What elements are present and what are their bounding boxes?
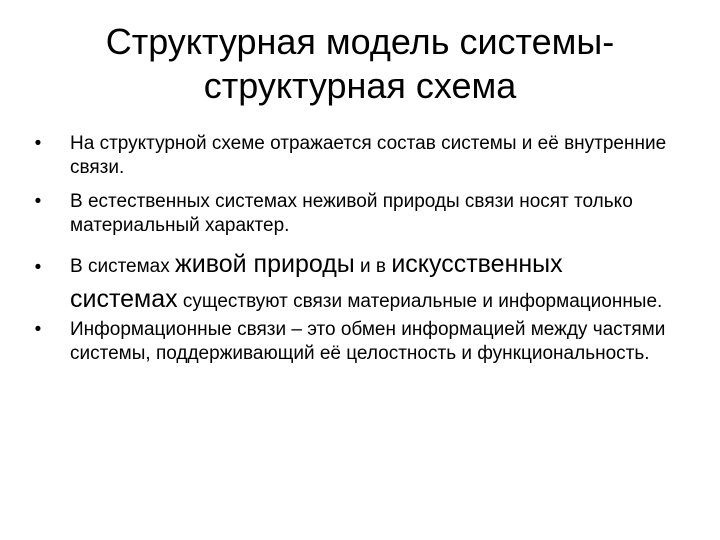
- bullet-text: Информационные связи – это обмен информацией между частями системы, поддерживающий её целостность и функциональность.: [70, 319, 666, 364]
- bullet-list: [28, 132, 668, 376]
- bullet-item-1: [28, 132, 668, 180]
- bullet-text-part: существуют связи материальные и информационные.: [177, 291, 663, 312]
- bullet-text-part: В системах: [70, 256, 176, 277]
- slide-title-line-1: Структурная модель системы-: [105, 21, 615, 62]
- bullet-marker: •: [34, 191, 42, 212]
- bullet-emphasis-artificial-systems: искусственных системах: [70, 250, 563, 313]
- bullet-item-3: [28, 248, 668, 318]
- bullet-marker: •: [34, 133, 42, 154]
- bullet-emphasis-living-nature: живой природы: [175, 250, 355, 278]
- bullet-text-part: и в: [354, 256, 392, 277]
- bullet-marker: •: [34, 257, 42, 278]
- bullet-text: На структурной схеме отражается состав системы и её внутренние связи.: [70, 133, 667, 178]
- bullet-item-2: [28, 190, 668, 238]
- bullet-item-4: [28, 318, 668, 366]
- slide-title-line-2: структурная схема: [203, 65, 517, 106]
- bullet-text: В естественных системах неживой природы связи носят только материальный характер.: [70, 191, 633, 236]
- slide-title: [40, 20, 680, 108]
- bullet-marker: •: [34, 319, 42, 340]
